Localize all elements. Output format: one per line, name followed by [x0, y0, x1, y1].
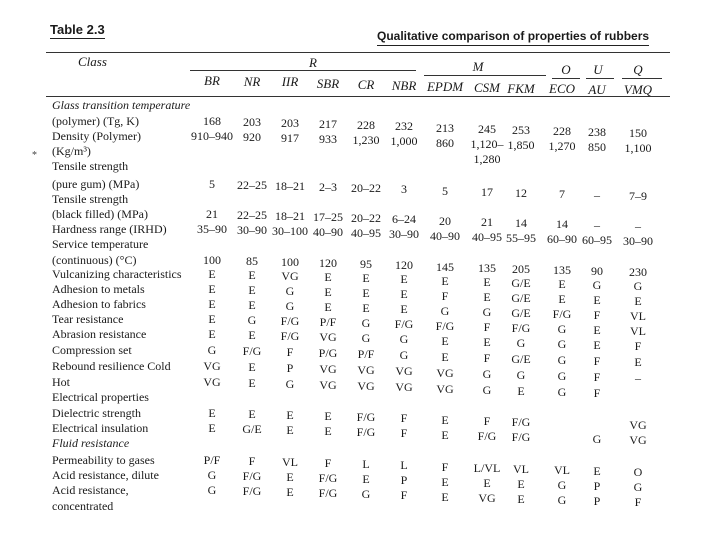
- table-cell-cr: E: [362, 271, 370, 285]
- table-cell-cr: 20–22: [351, 181, 381, 195]
- table-cell-epdm: 5: [442, 184, 448, 198]
- group-m-rule: [424, 75, 546, 76]
- table-cell-fkm: G: [516, 336, 526, 350]
- row-label: Compression set: [52, 343, 132, 357]
- table-cell-nbr: G: [399, 348, 409, 362]
- table-cell-au: 850: [588, 140, 606, 154]
- group-u-label: U: [593, 62, 603, 77]
- table-cell-csm: F: [483, 351, 491, 365]
- table-cell-epdm: E: [441, 428, 449, 442]
- table-cell-nbr: 6–24: [392, 212, 416, 226]
- table-cell-eco: G: [557, 369, 567, 383]
- column-header-epdm: EPDM: [426, 79, 464, 94]
- table-cell-iir: 30–100: [272, 224, 308, 238]
- table-cell-epdm: G: [440, 304, 450, 318]
- table-cell-csm: E: [483, 275, 491, 289]
- table-cell-csm: G: [482, 383, 492, 397]
- table-cell-nbr: G: [399, 332, 409, 346]
- table-cell-eco: G: [557, 322, 567, 336]
- table-cell-csm: 1,280: [473, 152, 501, 166]
- table-cell-cr: VG: [357, 363, 375, 377]
- table-cell-vmq: G: [633, 279, 643, 293]
- table-cell-fkm: G/E: [511, 306, 531, 320]
- group-r-rule: [190, 70, 416, 71]
- table-cell-fkm: 12: [515, 186, 527, 200]
- table-cell-sbr: 40–90: [313, 225, 343, 239]
- row-label: (continuous) (°C): [52, 253, 137, 267]
- table-cell-br: E: [208, 327, 216, 341]
- table-cell-fkm: E: [517, 492, 525, 506]
- group-r-label: R: [309, 55, 317, 70]
- table-cell-epdm: 860: [436, 136, 454, 150]
- table-cell-br: VG: [203, 375, 221, 389]
- table-cell-sbr: E: [324, 409, 332, 423]
- table-cell-cr: E: [362, 286, 370, 300]
- table-cell-sbr: F: [324, 456, 332, 470]
- table-cell-sbr: F/G: [318, 471, 338, 485]
- table-cell-br: P/F: [203, 453, 221, 467]
- table-cell-br: 100: [203, 253, 221, 267]
- table-cell-cr: E: [362, 301, 370, 315]
- class-header: Class: [78, 54, 107, 69]
- table-cell-au: G: [592, 278, 602, 292]
- table-cell-br: E: [208, 297, 216, 311]
- table-cell-sbr: 17–25: [313, 210, 343, 224]
- row-label: Acid resistance, dilute: [52, 468, 159, 482]
- table-cell-sbr: 933: [319, 132, 337, 146]
- table-cell-sbr: 217: [319, 117, 337, 131]
- table-cell-csm: G: [482, 305, 492, 319]
- table-cell-eco: 7: [559, 187, 565, 201]
- table-cell-fkm: G: [516, 368, 526, 382]
- table-cell-nbr: 232: [395, 119, 413, 133]
- table-cell-cr: 228: [357, 118, 375, 132]
- table-cell-cr: 40–95: [351, 226, 381, 240]
- table-cell-au: E: [593, 323, 601, 337]
- table-cell-iir: F/G: [280, 329, 300, 343]
- table-cell-nr: 203: [243, 115, 261, 129]
- table-cell-cr: 95: [360, 257, 372, 271]
- table-cell-nr: 85: [246, 254, 258, 268]
- table-cell-br: VG: [203, 359, 221, 373]
- group-o-label: O: [561, 62, 571, 77]
- table-cell-epdm: 145: [436, 260, 454, 274]
- row-label: Service temperature: [52, 237, 149, 251]
- column-header-br: BR: [204, 73, 220, 88]
- table-cell-cr: G: [361, 331, 371, 345]
- table-cell-nbr: E: [400, 302, 408, 316]
- row-label: Density (Polymer): [52, 129, 141, 143]
- table-cell-sbr: E: [324, 285, 332, 299]
- table-cell-br: 21: [206, 207, 218, 221]
- row-label: Acid resistance,: [52, 483, 129, 497]
- table-cell-iir: E: [286, 408, 294, 422]
- table-cell-eco: G: [557, 353, 567, 367]
- table-cell-br: G: [207, 343, 217, 357]
- table-cell-nr: E: [248, 328, 256, 342]
- table-cell-sbr: E: [324, 424, 332, 438]
- table-cell-au: –: [594, 188, 600, 202]
- table-cell-vmq: 1,100: [624, 141, 652, 155]
- table-cell-sbr: VG: [319, 378, 337, 392]
- table-cell-iir: F/G: [280, 314, 300, 328]
- table-cell-au: 60–95: [582, 233, 612, 247]
- table-cell-cr: 1,230: [352, 133, 380, 147]
- column-header-fkm: FKM: [507, 81, 535, 96]
- table-cell-br: E: [208, 282, 216, 296]
- row-label: Tear resistance: [52, 312, 124, 326]
- table-cell-nbr: F/G: [394, 317, 414, 331]
- table-cell-csm: E: [483, 335, 491, 349]
- table-cell-vmq: VL: [630, 309, 646, 323]
- table-cell-csm: 40–95: [472, 230, 502, 244]
- table-cell-cr: VG: [357, 379, 375, 393]
- table-cell-nbr: VG: [395, 364, 413, 378]
- table-cell-vmq: VL: [630, 324, 646, 338]
- column-header-iir: IIR: [281, 74, 299, 89]
- row-label: Rebound resilience Cold: [52, 359, 171, 373]
- table-cell-csm: 17: [481, 185, 493, 199]
- table-cell-nbr: F: [400, 426, 408, 440]
- table-cell-nr: F/G: [242, 344, 262, 358]
- table-cell-nr: F/G: [242, 469, 262, 483]
- table-cell-br: G: [207, 483, 217, 497]
- table-cell-br: E: [208, 312, 216, 326]
- table-cell-csm: F: [483, 414, 491, 428]
- table-cell-fkm: 14: [515, 216, 527, 230]
- table-label: Table 2.3: [50, 22, 105, 37]
- table-cell-cr: F/G: [356, 410, 376, 424]
- table-cell-csm: VG: [478, 491, 496, 505]
- table-cell-fkm: F/G: [511, 430, 531, 444]
- table-cell-eco: G: [557, 478, 567, 492]
- table-cell-sbr: 2–3: [319, 180, 337, 194]
- table-cell-csm: E: [483, 290, 491, 304]
- table-cell-iir: E: [286, 470, 294, 484]
- table-cell-fkm: E: [517, 477, 525, 491]
- row-label: Dielectric strength: [52, 406, 141, 420]
- table-cell-cr: G: [361, 316, 371, 330]
- table-cell-au: F: [593, 354, 601, 368]
- table-cell-cr: G: [361, 487, 371, 501]
- table-cell-nbr: 30–90: [389, 227, 419, 241]
- table-cell-nr: G/E: [242, 422, 262, 436]
- table-cell-nbr: 1,000: [390, 134, 418, 148]
- table-cell-fkm: 55–95: [506, 231, 536, 245]
- row-label: Electrical properties: [52, 390, 149, 404]
- table-cell-epdm: E: [441, 490, 449, 504]
- table-cell-vmq: VG: [629, 418, 647, 432]
- table-cell-sbr: E: [324, 300, 332, 314]
- table-cell-br: 35–90: [197, 222, 227, 236]
- table-cell-nr: 30–90: [237, 223, 267, 237]
- table-cell-nbr: 120: [395, 258, 413, 272]
- table-cell-epdm: VG: [436, 366, 454, 380]
- row-label: Adhesion to fabrics: [52, 297, 146, 311]
- group-o-rule: [552, 78, 580, 79]
- table-cell-au: G: [592, 432, 602, 446]
- table-cell-sbr: VG: [319, 362, 337, 376]
- table-cell-eco: G: [557, 385, 567, 399]
- table-cell-fkm: VL: [513, 462, 529, 476]
- table-cell-epdm: E: [441, 334, 449, 348]
- row-label: Hardness range (IRHD): [52, 222, 167, 236]
- table-cell-vmq: E: [634, 294, 642, 308]
- table-cell-br: 910–940: [191, 129, 233, 143]
- table-cell-iir: G: [285, 284, 295, 298]
- row-label: Adhesion to metals: [52, 282, 145, 296]
- column-header-sbr: SBR: [316, 76, 340, 91]
- row-label: (Kg/m³): [52, 144, 91, 158]
- table-cell-fkm: E: [517, 384, 525, 398]
- header-rule: [46, 96, 670, 97]
- table-cell-au: P: [593, 479, 601, 493]
- table-cell-sbr: E: [324, 270, 332, 284]
- table-cell-au: E: [593, 293, 601, 307]
- table-cell-nr: E: [248, 360, 256, 374]
- table-cell-vmq: VG: [629, 433, 647, 447]
- table-cell-au: F: [593, 386, 601, 400]
- table-cell-br: G: [207, 468, 217, 482]
- table-cell-nbr: F: [400, 411, 408, 425]
- table-cell-epdm: 40–90: [430, 229, 460, 243]
- row-label: (black filled) (MPa): [52, 207, 148, 221]
- table-cell-nbr: E: [400, 272, 408, 286]
- group-m-label: M: [472, 59, 484, 74]
- table-cell-vmq: E: [634, 355, 642, 369]
- table-cell-nr: 920: [243, 130, 261, 144]
- table-cell-epdm: F: [441, 460, 449, 474]
- table-cell-csm: 245: [478, 122, 496, 136]
- table-cell-iir: 18–21: [275, 209, 305, 223]
- row-label: (pure gum) (MPa): [52, 177, 140, 191]
- table-cell-eco: F/G: [552, 307, 572, 321]
- table-cell-csm: E: [483, 476, 491, 490]
- row-label: Abrasion resistance: [52, 327, 147, 341]
- table-cell-nr: E: [248, 268, 256, 282]
- table-cell-epdm: F/G: [435, 319, 455, 333]
- table-cell-epdm: VG: [436, 382, 454, 396]
- table-cell-csm: F/G: [477, 429, 497, 443]
- table-cell-iir: G: [285, 377, 295, 391]
- table-cell-nbr: F: [400, 488, 408, 502]
- table-cell-nbr: L: [400, 458, 408, 472]
- table-cell-iir: VG: [281, 269, 299, 283]
- table-cell-nbr: VG: [395, 380, 413, 394]
- table-cell-cr: P/F: [357, 347, 375, 361]
- table-cell-vmq: –: [635, 371, 641, 385]
- group-u-rule: [586, 78, 614, 79]
- table-cell-epdm: 20: [439, 214, 451, 228]
- table-cell-nr: F/G: [242, 484, 262, 498]
- table-cell-iir: 203: [281, 116, 299, 130]
- table-cell-au: –: [594, 218, 600, 232]
- row-label: Electrical insulation: [52, 421, 149, 435]
- table-cell-fkm: G/E: [511, 291, 531, 305]
- table-cell-csm: 1,120–: [470, 137, 504, 151]
- row-label: Glass transition temperature: [52, 98, 191, 112]
- table-cell-iir: P: [286, 361, 294, 375]
- top-rule: [46, 52, 670, 53]
- table-cell-au: E: [593, 464, 601, 478]
- table-cell-sbr: 120: [319, 256, 337, 270]
- table-cell-sbr: P/G: [318, 346, 338, 360]
- row-label: Fluid resistance: [52, 436, 130, 450]
- group-q-label: Q: [633, 62, 643, 77]
- table-cell-sbr: F/G: [318, 486, 338, 500]
- table-cell-vmq: –: [635, 219, 641, 233]
- table-cell-csm: L/VL: [473, 461, 501, 475]
- table-cell-csm: F: [483, 320, 491, 334]
- table-cell-eco: 1,270: [548, 139, 576, 153]
- table-cell-br: E: [208, 421, 216, 435]
- table-cell-sbr: VG: [319, 330, 337, 344]
- table-cell-nbr: E: [400, 287, 408, 301]
- table-cell-nr: E: [248, 283, 256, 297]
- table-cell-epdm: 213: [436, 121, 454, 135]
- group-q-rule: [622, 78, 662, 79]
- column-header-eco: ECO: [549, 81, 575, 96]
- column-header-nbr: NBR: [391, 78, 417, 93]
- table-cell-nr: G: [247, 313, 257, 327]
- table-cell-epdm: E: [441, 274, 449, 288]
- table-cell-epdm: E: [441, 350, 449, 364]
- table-cell-iir: 100: [281, 255, 299, 269]
- table-cell-fkm: F/G: [511, 321, 531, 335]
- table-cell-vmq: G: [633, 480, 643, 494]
- row-label: Tensile strength: [52, 192, 129, 206]
- row-label: Permeability to gases: [52, 453, 155, 467]
- table-cell-fkm: G/E: [511, 276, 531, 290]
- table-cell-eco: G: [557, 337, 567, 351]
- row-label: Hot: [52, 375, 70, 389]
- column-header-au: AU: [588, 82, 606, 97]
- table-cell-nr: E: [248, 407, 256, 421]
- table-cell-fkm: 1,850: [507, 138, 535, 152]
- table-cell-epdm: F: [441, 289, 449, 303]
- table-cell-iir: E: [286, 485, 294, 499]
- table-cell-eco: E: [558, 277, 566, 291]
- table-cell-vmq: F: [634, 339, 642, 353]
- table-cell-cr: L: [362, 457, 370, 471]
- table-cell-cr: 20–22: [351, 211, 381, 225]
- table-cell-iir: E: [286, 423, 294, 437]
- table-cell-vmq: F: [634, 495, 642, 509]
- table-cell-iir: 917: [281, 131, 299, 145]
- table-cell-eco: 60–90: [547, 232, 577, 246]
- table-cell-eco: 228: [553, 124, 571, 138]
- table-cell-eco: 135: [553, 263, 571, 277]
- table-cell-au: F: [593, 370, 601, 384]
- table-cell-iir: VL: [282, 455, 298, 469]
- table-cell-au: E: [593, 338, 601, 352]
- table-caption: Qualitative comparison of properties of rubbers: [377, 29, 649, 46]
- table-cell-vmq: 7–9: [629, 189, 647, 203]
- column-header-cr: CR: [357, 77, 375, 92]
- table-cell-sbr: P/F: [319, 315, 337, 329]
- table-cell-cr: E: [362, 472, 370, 486]
- table-cell-csm: 135: [478, 261, 496, 275]
- table-cell-csm: 21: [481, 215, 493, 229]
- table-cell-br: 168: [203, 114, 221, 128]
- table-cell-eco: E: [558, 292, 566, 306]
- table-cell-fkm: F/G: [511, 415, 531, 429]
- table-cell-nr: 22–25: [237, 208, 267, 222]
- table-cell-nr: F: [248, 454, 256, 468]
- table-cell-br: E: [208, 406, 216, 420]
- margin-mark: *: [32, 150, 37, 161]
- table-cell-au: 238: [588, 125, 606, 139]
- row-label: concentrated: [52, 499, 114, 513]
- table-cell-vmq: 230: [629, 265, 647, 279]
- table-cell-iir: F: [286, 345, 294, 359]
- table-cell-iir: 18–21: [275, 179, 305, 193]
- column-header-csm: CSM: [474, 80, 500, 95]
- table-cell-fkm: 253: [512, 123, 530, 137]
- table-cell-vmq: 30–90: [623, 234, 653, 248]
- table-cell-epdm: E: [441, 475, 449, 489]
- column-header-vmq: VMQ: [623, 82, 653, 97]
- table-cell-br: 5: [209, 177, 215, 191]
- table-cell-nbr: 3: [401, 182, 407, 196]
- table-cell-au: F: [593, 308, 601, 322]
- table-cell-nr: E: [248, 376, 256, 390]
- table-cell-nr: 22–25: [237, 178, 267, 192]
- table-cell-cr: F/G: [356, 425, 376, 439]
- row-label: (polymer) (Tg, K): [52, 114, 139, 128]
- table-cell-iir: G: [285, 299, 295, 313]
- table-cell-nr: E: [248, 298, 256, 312]
- table-cell-eco: 14: [556, 217, 568, 231]
- table-cell-epdm: E: [441, 413, 449, 427]
- table-cell-eco: VL: [554, 463, 570, 477]
- table-cell-br: E: [208, 267, 216, 281]
- table-cell-au: 90: [591, 264, 603, 278]
- table-cell-au: P: [593, 494, 601, 508]
- row-label: Tensile strength: [52, 159, 129, 173]
- table-cell-fkm: G/E: [511, 352, 531, 366]
- table-cell-vmq: 150: [629, 126, 647, 140]
- column-header-nr: NR: [243, 74, 261, 89]
- table-cell-nbr: P: [400, 473, 408, 487]
- table-cell-csm: G: [482, 367, 492, 381]
- row-label: Vulcanizing characteristics: [52, 267, 182, 281]
- table-cell-vmq: O: [633, 465, 643, 479]
- table-cell-fkm: 205: [512, 262, 530, 276]
- table-cell-eco: G: [557, 493, 567, 507]
